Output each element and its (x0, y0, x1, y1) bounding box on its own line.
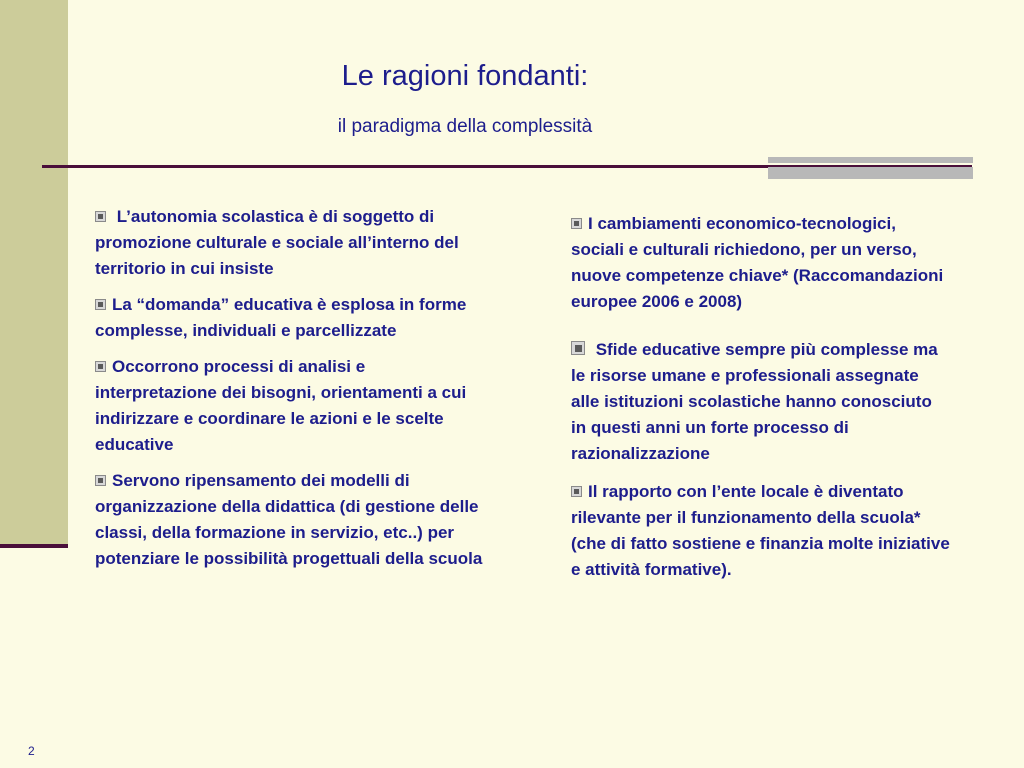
list-item-text: L’autonomia scolastica è di soggetto di promozione culturale e sociale all’interno del territorio in cui insiste (95, 207, 459, 278)
list-item (95, 354, 487, 458)
right-bullet-list (571, 211, 951, 595)
square-bullet-icon (95, 475, 106, 486)
square-bullet-icon (95, 211, 106, 222)
square-bullet-icon (571, 218, 582, 229)
left-band-divider (0, 544, 68, 548)
title-divider-accent (768, 157, 973, 179)
list-item (95, 292, 487, 344)
list-item (95, 468, 487, 572)
slide-title: Le ragioni fondanti: (341, 60, 589, 92)
left-decorative-band (0, 0, 68, 545)
list-item-text: Sfide educative sempre più complesse ma le risorse umane e professionali assegnate alle istituzioni scolastiche hanno conosciuto in questi anni un forte processo di razionalizzazione (571, 340, 938, 463)
list-item (571, 479, 951, 583)
list-item (95, 204, 487, 282)
left-bullet-list (95, 204, 487, 582)
list-item (571, 211, 951, 315)
slide-subtitle: il paradigma della complessità (337, 116, 593, 137)
square-bullet-icon (95, 299, 106, 310)
square-bullet-icon (95, 361, 106, 372)
list-item-text: Occorrono processi di analisi e interpretazione dei bisogni, orientamenti a cui indirizzare e coordinare le azioni e le scelte educative (95, 357, 467, 454)
page-number: 2 (28, 744, 35, 758)
list-item (571, 337, 951, 467)
list-item-text: Il rapporto con l’ente locale è diventato rilevante per il funzionamento della scuola* (che di fatto sostiene e finanzia molte iniziative e attività formative). (571, 482, 950, 579)
list-item-text: I cambiamenti economico-tecnologici, sociali e culturali richiedono, per un verso, nuove competenze chiave* (Raccomandazioni europee 2006 e 2008) (571, 214, 944, 311)
square-bullet-icon (571, 341, 585, 355)
list-item-text: La “domanda” educativa è esplosa in forme complesse, individuali e parcellizzate (95, 295, 467, 340)
square-bullet-icon (571, 486, 582, 497)
list-item-text: Servono ripensamento dei modelli di organizzazione della didattica (di gestione delle classi, della formazione in servizio, etc..) per potenziare le possibilità progettuali della scuola (95, 471, 483, 568)
